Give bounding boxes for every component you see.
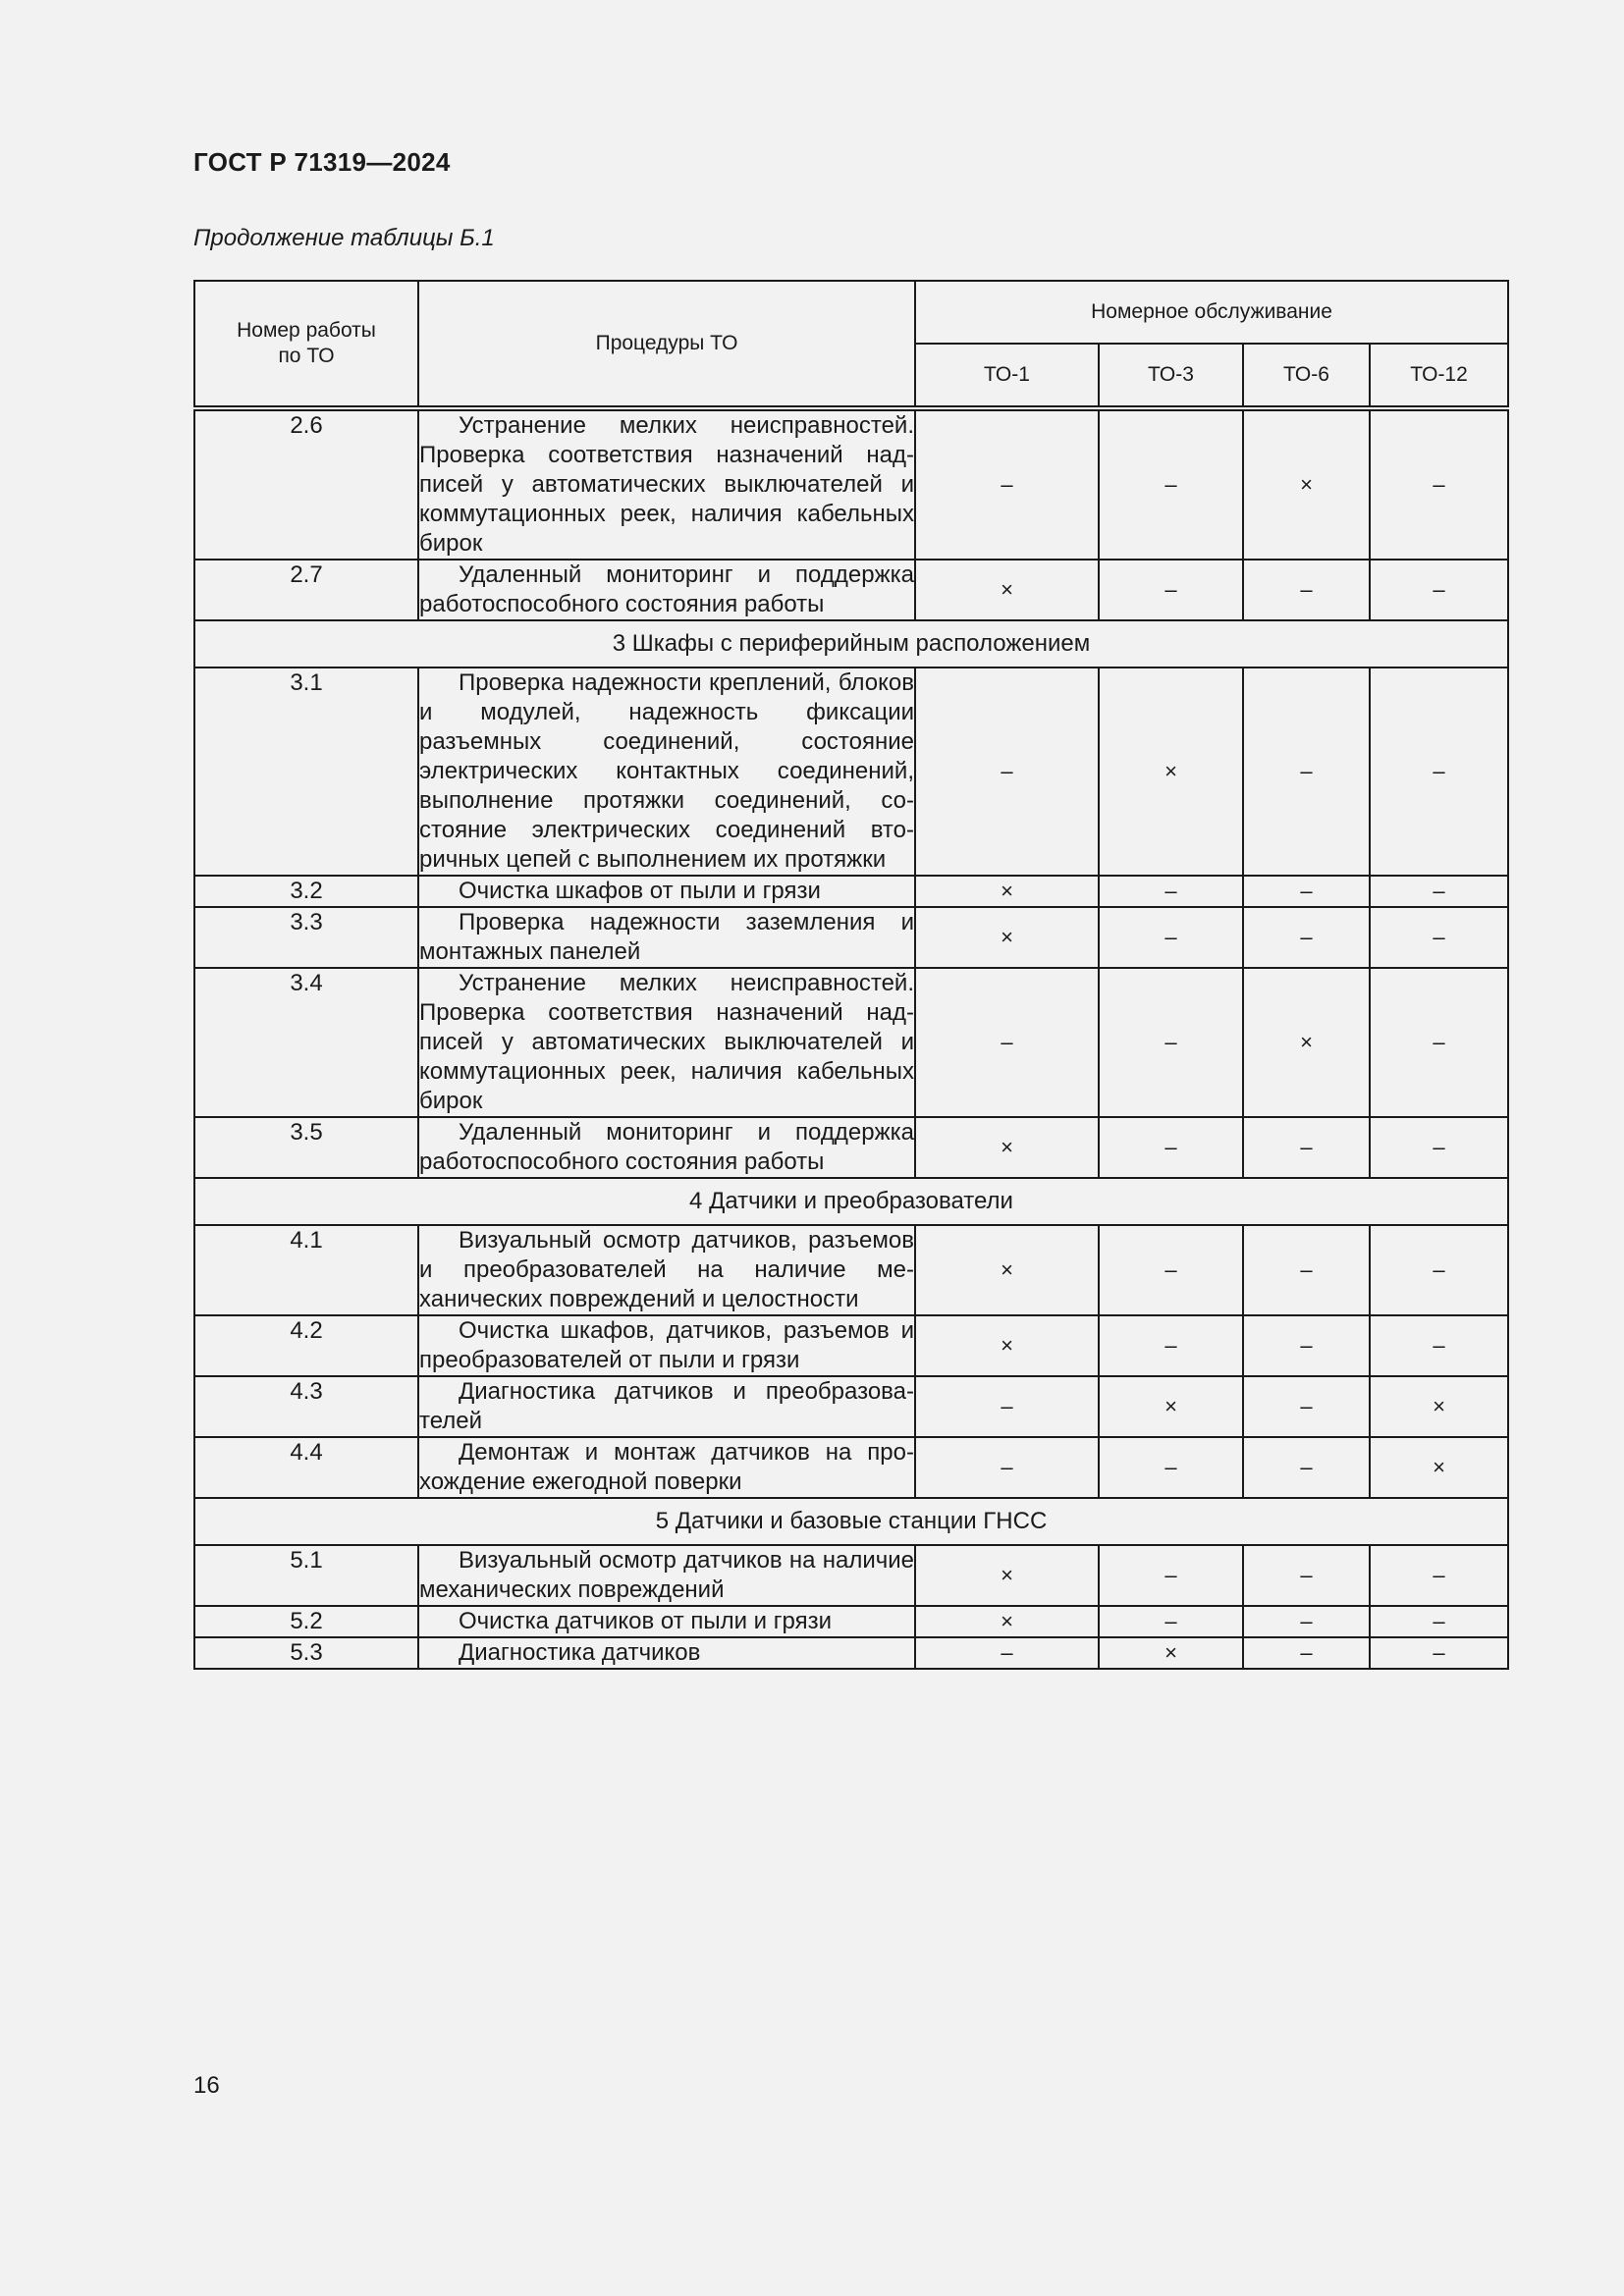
- table-caption: Продолжение таблицы Б.1: [193, 225, 495, 251]
- table-row: [194, 1637, 1508, 1669]
- to6-mark-cell: ×: [1243, 408, 1370, 560]
- to6-mark-cell: –: [1243, 876, 1370, 907]
- section-row: [194, 1498, 1508, 1545]
- table-row: [194, 408, 1508, 560]
- to1-mark-cell: –: [915, 1376, 1099, 1437]
- header-service-group: Номерное обслуживание: [915, 281, 1508, 344]
- to12-mark-cell: –: [1370, 876, 1508, 907]
- to3-mark-cell: ×: [1099, 1376, 1243, 1437]
- to12-mark-cell: –: [1370, 560, 1508, 620]
- to12-mark-cell: –: [1370, 1117, 1508, 1178]
- to6-mark-cell: –: [1243, 1376, 1370, 1437]
- work-number-cell: 4.3: [194, 1376, 418, 1437]
- table-row: [194, 1117, 1508, 1178]
- work-number-cell: 3.1: [194, 667, 418, 876]
- work-number-cell: 3.5: [194, 1117, 418, 1178]
- table-row: [194, 1225, 1508, 1315]
- to6-mark-cell: –: [1243, 907, 1370, 968]
- to3-mark-cell: –: [1099, 968, 1243, 1117]
- to1-mark-cell: ×: [915, 1117, 1099, 1178]
- table-row: [194, 968, 1508, 1117]
- header-procedures: Процедуры ТО: [418, 281, 915, 408]
- to1-mark-cell: –: [915, 667, 1099, 876]
- to6-mark-cell: –: [1243, 560, 1370, 620]
- to3-mark-cell: –: [1099, 1606, 1243, 1637]
- page-number: 16: [193, 2072, 220, 2099]
- work-number-cell: 2.7: [194, 560, 418, 620]
- to3-mark-cell: –: [1099, 876, 1243, 907]
- to12-mark-cell: –: [1370, 968, 1508, 1117]
- section-row: [194, 1178, 1508, 1225]
- header-work-number-line1: Номер работы: [237, 319, 376, 342]
- to12-mark-cell: –: [1370, 1545, 1508, 1606]
- header-to3: ТО-3: [1099, 344, 1243, 408]
- header-work-number-line2: по ТО: [278, 345, 335, 367]
- section-row: [194, 620, 1508, 667]
- to1-mark-cell: –: [915, 968, 1099, 1117]
- to3-mark-cell: ×: [1099, 667, 1243, 876]
- table-row: [194, 560, 1508, 620]
- to12-mark-cell: –: [1370, 408, 1508, 560]
- procedure-cell: Диагностика датчиков и преобразователей: [418, 1376, 915, 1437]
- to1-mark-cell: –: [915, 1637, 1099, 1669]
- work-number-cell: 2.6: [194, 408, 418, 560]
- to6-mark-cell: –: [1243, 1225, 1370, 1315]
- work-number-cell: 5.2: [194, 1606, 418, 1637]
- to1-mark-cell: –: [915, 408, 1099, 560]
- table-row: [194, 1606, 1508, 1637]
- maintenance-table: [193, 280, 1509, 1670]
- to3-mark-cell: ×: [1099, 1637, 1243, 1669]
- table-row: [194, 876, 1508, 907]
- procedure-cell: Очистка шкафов от пыли и грязи: [418, 876, 915, 907]
- to6-mark-cell: –: [1243, 1117, 1370, 1178]
- to6-mark-cell: –: [1243, 1437, 1370, 1498]
- procedure-cell: Удаленный мониторинг и поддержка работоспособного состояния работы: [418, 1117, 915, 1178]
- procedure-cell: Устранение мелких неисправностей. Проверка соответствия назначений надписей у автоматических выключателей и коммутационных реек, наличия кабельных бирок: [418, 408, 915, 560]
- to3-mark-cell: –: [1099, 560, 1243, 620]
- to1-mark-cell: –: [915, 1437, 1099, 1498]
- to12-mark-cell: –: [1370, 667, 1508, 876]
- procedure-cell: Демонтаж и монтаж датчиков на прохождение ежегодной поверки: [418, 1437, 915, 1498]
- to1-mark-cell: ×: [915, 907, 1099, 968]
- to12-mark-cell: –: [1370, 1606, 1508, 1637]
- to12-mark-cell: ×: [1370, 1437, 1508, 1498]
- to6-mark-cell: –: [1243, 667, 1370, 876]
- header-to12: ТО-12: [1370, 344, 1508, 408]
- to3-mark-cell: –: [1099, 1225, 1243, 1315]
- work-number-cell: 5.3: [194, 1637, 418, 1669]
- procedure-cell: Проверка надежности заземления и монтажных панелей: [418, 907, 915, 968]
- procedure-cell: Очистка датчиков от пыли и грязи: [418, 1606, 915, 1637]
- procedure-cell: Визуальный осмотр датчиков, разъемов и преобразователей на наличие механических повреждений и целостности: [418, 1225, 915, 1315]
- to1-mark-cell: ×: [915, 560, 1099, 620]
- table-row: [194, 907, 1508, 968]
- procedure-cell: Устранение мелких неисправностей. Проверка соответствия назначений надписей у автоматических выключателей и коммутационных реек, наличия кабельных бирок: [418, 968, 915, 1117]
- work-number-cell: 5.1: [194, 1545, 418, 1606]
- section-title: 5 Датчики и базовые станции ГНСС: [194, 1498, 1508, 1545]
- to12-mark-cell: –: [1370, 1225, 1508, 1315]
- to6-mark-cell: –: [1243, 1545, 1370, 1606]
- section-title: 4 Датчики и преобразователи: [194, 1178, 1508, 1225]
- to6-mark-cell: –: [1243, 1315, 1370, 1376]
- to6-mark-cell: ×: [1243, 968, 1370, 1117]
- to3-mark-cell: –: [1099, 1437, 1243, 1498]
- work-number-cell: 3.3: [194, 907, 418, 968]
- procedure-cell: Проверка надежности креплений, блоков и модулей, надежность фиксации разъемных соединений, состояние электрических контактных соединений, выполнение протяжки соединений, состояние электрических соединений вторичных цепей с выполнением их протяжки: [418, 667, 915, 876]
- to1-mark-cell: ×: [915, 1225, 1099, 1315]
- procedure-cell: Удаленный мониторинг и поддержка работоспособного состояния работы: [418, 560, 915, 620]
- to6-mark-cell: –: [1243, 1637, 1370, 1669]
- table-row: [194, 1437, 1508, 1498]
- to1-mark-cell: ×: [915, 1606, 1099, 1637]
- to1-mark-cell: ×: [915, 1315, 1099, 1376]
- table-row: [194, 667, 1508, 876]
- work-number-cell: 3.2: [194, 876, 418, 907]
- header-to1: ТО-1: [915, 344, 1099, 408]
- work-number-cell: 4.2: [194, 1315, 418, 1376]
- to3-mark-cell: –: [1099, 1315, 1243, 1376]
- to1-mark-cell: ×: [915, 876, 1099, 907]
- to12-mark-cell: –: [1370, 1315, 1508, 1376]
- to12-mark-cell: –: [1370, 1637, 1508, 1669]
- document-code: ГОСТ Р 71319—2024: [193, 147, 451, 177]
- table-body: [194, 408, 1508, 1669]
- to3-mark-cell: –: [1099, 408, 1243, 560]
- to3-mark-cell: –: [1099, 1545, 1243, 1606]
- procedure-cell: Диагностика датчиков: [418, 1637, 915, 1669]
- procedure-cell: Визуальный осмотр датчиков на наличие механических повреждений: [418, 1545, 915, 1606]
- table-row: [194, 1545, 1508, 1606]
- to12-mark-cell: –: [1370, 907, 1508, 968]
- table-row: [194, 1376, 1508, 1437]
- section-title: 3 Шкафы с периферийным расположением: [194, 620, 1508, 667]
- work-number-cell: 3.4: [194, 968, 418, 1117]
- to3-mark-cell: –: [1099, 1117, 1243, 1178]
- header-to6: ТО-6: [1243, 344, 1370, 408]
- to3-mark-cell: –: [1099, 907, 1243, 968]
- header-work-number: [194, 281, 418, 408]
- procedure-cell: Очистка шкафов, датчиков, разъемов и преобразователей от пыли и грязи: [418, 1315, 915, 1376]
- table-row: [194, 1315, 1508, 1376]
- to12-mark-cell: ×: [1370, 1376, 1508, 1437]
- work-number-cell: 4.1: [194, 1225, 418, 1315]
- to6-mark-cell: –: [1243, 1606, 1370, 1637]
- work-number-cell: 4.4: [194, 1437, 418, 1498]
- to1-mark-cell: ×: [915, 1545, 1099, 1606]
